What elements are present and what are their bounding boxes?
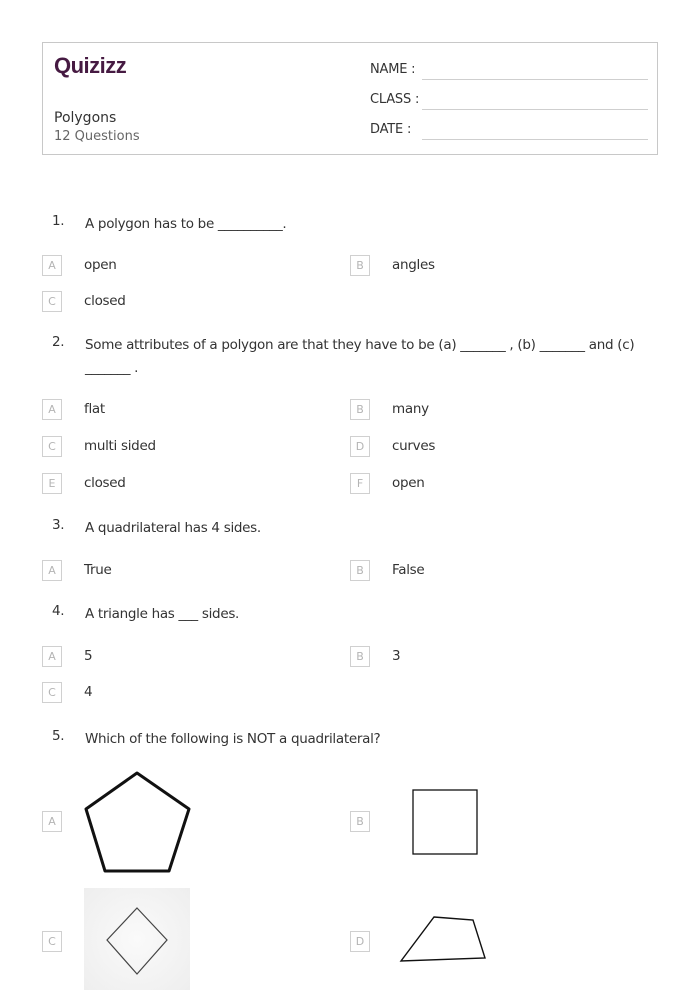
question-text: A quadrilateral has 4 sides.: [85, 520, 261, 536]
option-text: closed: [84, 293, 126, 309]
option-text: angles: [392, 257, 435, 273]
trapezoid-image: [398, 914, 490, 964]
option-letter: A: [42, 646, 62, 667]
date-label: DATE :: [370, 122, 412, 137]
option-letter: A: [42, 255, 62, 276]
option-text: 3: [392, 648, 401, 664]
option-text: many: [392, 401, 429, 417]
quizizz-logo: Quizizz: [54, 53, 127, 78]
option-letter: B: [350, 255, 370, 276]
option-letter: A: [42, 399, 62, 420]
name-label: NAME :: [370, 62, 416, 77]
option-text: closed: [84, 475, 126, 491]
square-image: [411, 788, 479, 856]
option-letter: F: [350, 473, 370, 494]
option-text: 4: [84, 684, 93, 700]
question-text: A triangle has ___ sides.: [85, 606, 240, 622]
question-count: 12 Questions: [54, 129, 140, 144]
option-text: open: [392, 475, 425, 491]
option-text: multi sided: [84, 438, 156, 454]
question-number: 1.: [52, 213, 65, 229]
question-text: A polygon has to be __________.: [85, 216, 287, 232]
option-text: curves: [392, 438, 436, 454]
option-letter: B: [350, 560, 370, 581]
question-text: Some attributes of a polygon are that they have to be (a) _______ , (b) _______ and (c) _______ .: [85, 337, 635, 376]
option-letter: B: [350, 646, 370, 667]
question-text: Which of the following is NOT a quadrilateral?: [85, 731, 381, 747]
class-label: CLASS :: [370, 92, 420, 107]
option-letter: B: [350, 811, 370, 832]
option-letter: C: [42, 436, 62, 457]
option-letter: D: [350, 931, 370, 952]
name-line: [422, 79, 648, 80]
question-number: 4.: [52, 603, 65, 619]
question-number: 5.: [52, 728, 65, 744]
option-letter: B: [350, 399, 370, 420]
option-text: open: [84, 257, 117, 273]
date-line: [422, 139, 648, 140]
question-number: 3.: [52, 517, 65, 533]
class-line: [422, 109, 648, 110]
name-field[interactable]: [370, 60, 648, 80]
pentagon-image: [84, 770, 192, 874]
option-text: False: [392, 562, 425, 578]
worksheet-title: Polygons: [54, 110, 117, 126]
question-number: 2.: [52, 334, 65, 350]
date-field[interactable]: [370, 120, 648, 140]
option-letter: C: [42, 682, 62, 703]
class-field[interactable]: [370, 90, 648, 110]
option-letter: C: [42, 291, 62, 312]
option-text: 5: [84, 648, 93, 664]
rhombus-image: [84, 888, 190, 990]
option-letter: A: [42, 811, 62, 832]
option-text: flat: [84, 401, 105, 417]
option-letter: E: [42, 473, 62, 494]
option-letter: D: [350, 436, 370, 457]
option-letter: C: [42, 931, 62, 952]
option-letter: A: [42, 560, 62, 581]
worksheet-header: [42, 42, 658, 155]
option-text: True: [84, 562, 112, 578]
